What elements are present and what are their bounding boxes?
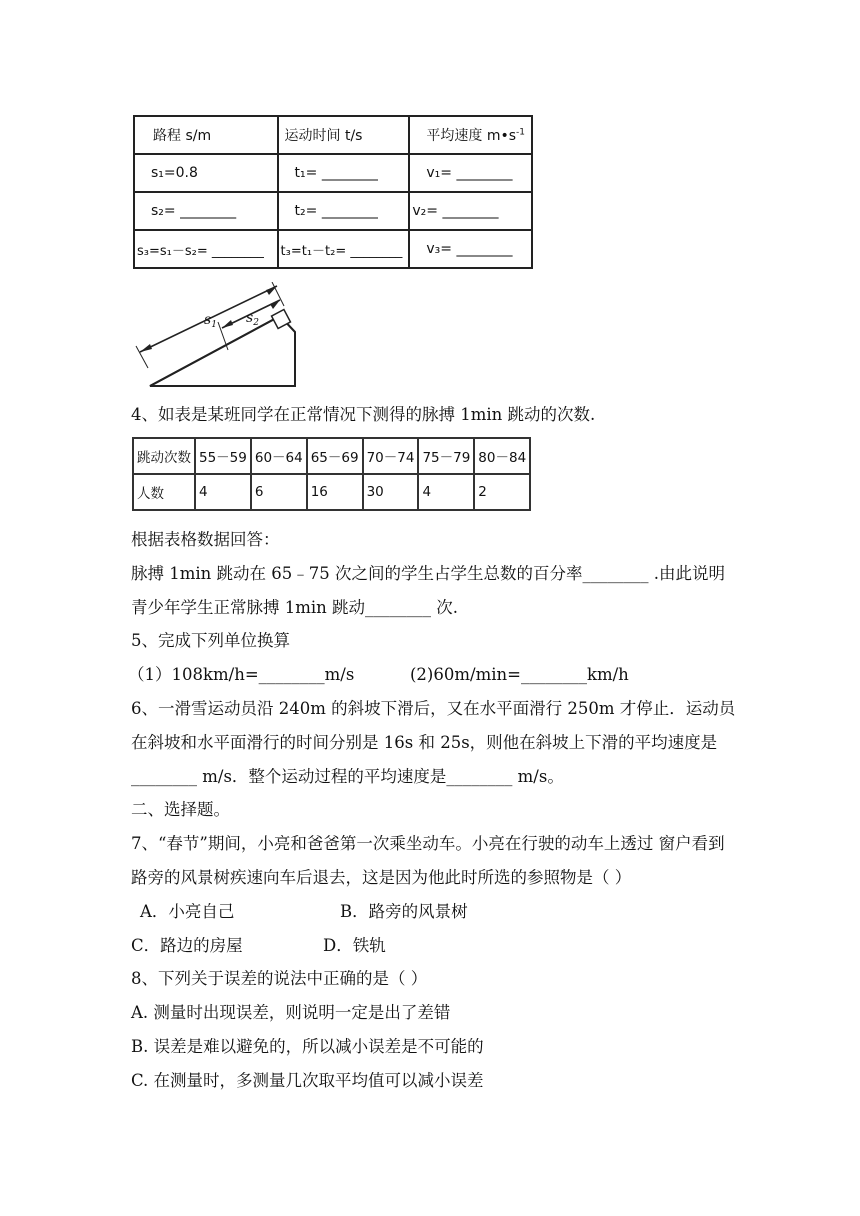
- table-cell: v₁= ________: [409, 154, 532, 192]
- q5-part2: (2)60m/min=________km/h: [410, 665, 629, 684]
- table-row: [134, 154, 532, 192]
- q6-line3: ________ m/s．整个运动过程的平均速度是________ m/s。: [131, 767, 564, 786]
- table-header-cell: 60－64: [251, 438, 307, 474]
- q7-option-b: B．路旁的风景树: [340, 902, 468, 921]
- table-row: [133, 474, 530, 510]
- q6-line1: 6、一滑雪运动员沿 240m 的斜坡下滑后，又在水平面滑行 250m 才停止．运动员: [131, 699, 736, 718]
- table-header-cell: 运动时间 t/s: [278, 116, 410, 154]
- section-heading: 二、选择题。: [131, 800, 230, 819]
- table-row: [133, 438, 530, 474]
- table-cell: s₁=0.8: [134, 154, 278, 192]
- table-cell: t₂= ________: [278, 192, 410, 230]
- table-cell: 4: [195, 474, 251, 510]
- table-row: [134, 192, 532, 230]
- table-cell: v₃= ________: [409, 230, 532, 268]
- table-cell: t₁= ________: [278, 154, 410, 192]
- ramp-outline: [150, 316, 295, 386]
- block-icon: [272, 310, 291, 329]
- q4-line2: 青少年学生正常脉搏 1min 跳动________ 次.: [131, 598, 459, 617]
- table-cell: 人数: [133, 474, 195, 510]
- incline-diagram: [130, 282, 302, 394]
- table-header-cell: 80－84: [474, 438, 530, 474]
- q7-line1: 7、“春节”期间，小亮和爸爸第一次乘坐动车。小亮在行驶的动车上透过 窗户看到: [131, 834, 725, 853]
- q7-option-a: A．小亮自己: [140, 902, 235, 921]
- q8-stem: 8、下列关于误差的说法中正确的是（ ）: [131, 969, 428, 988]
- table-cell: s₂= ________: [134, 192, 278, 230]
- q5-part1: （1）108km/h=________m/s: [128, 665, 355, 684]
- table-header-cell: 70－74: [363, 438, 419, 474]
- table-cell: 2: [474, 474, 530, 510]
- table-row: [134, 116, 532, 154]
- table-header-cell: 跳动次数: [133, 438, 195, 474]
- table-cell: 30: [363, 474, 419, 510]
- speed-table: [133, 115, 533, 269]
- table-cell: 4: [418, 474, 474, 510]
- q4-prompt: 根据表格数据回答：: [131, 530, 280, 549]
- table-header-cell: 路程 s/m: [134, 116, 278, 154]
- s2-label: $s_2$: [246, 310, 259, 328]
- table-cell: t₃=t₁－t₂= ________: [278, 230, 410, 268]
- q6-line2: 在斜坡和水平面滑行的时间分别是 16s 和 25s，则他在斜坡上下滑的平均速度是: [131, 733, 718, 752]
- table-cell: 6: [251, 474, 307, 510]
- table-row: [134, 230, 532, 268]
- q5-title: 5、完成下列单位换算: [131, 631, 290, 650]
- q4-line1: 脉搏 1min 跳动在 65﹣75 次之间的学生占学生总数的百分率________ .由此说明: [131, 564, 726, 583]
- pulse-table: [132, 437, 531, 511]
- q8-option-c: C. 在测量时，多测量几次取平均值可以减小误差: [131, 1071, 484, 1090]
- q8-option-b: B. 误差是难以避免的，所以减小误差是不可能的: [131, 1037, 484, 1056]
- s1-label: $s_1$: [204, 312, 217, 330]
- q7-line2: 路旁的风景树疾速向车后退去，这是因为他此时所选的参照物是（ ）: [131, 868, 632, 887]
- q4-text: 4、如表是某班同学在正常情况下测得的脉搏 1min 跳动的次数.: [131, 405, 596, 424]
- table-header-cell: 75－79: [418, 438, 474, 474]
- table-cell: 16: [307, 474, 363, 510]
- q7-option-c: C．路边的房屋: [131, 936, 243, 955]
- table-cell: s₃=s₁－s₂= ________: [134, 230, 278, 268]
- q7-option-d: D．铁轨: [323, 936, 386, 955]
- table-header-cell: 65－69: [307, 438, 363, 474]
- table-cell: v₂= ________: [409, 192, 532, 230]
- table-header-cell: 平均速度 $m•s^{-1}$: [409, 116, 532, 154]
- table-header-cell: 55－59: [195, 438, 251, 474]
- q8-option-a: A. 测量时出现误差，则说明一定是出了差错: [131, 1003, 451, 1022]
